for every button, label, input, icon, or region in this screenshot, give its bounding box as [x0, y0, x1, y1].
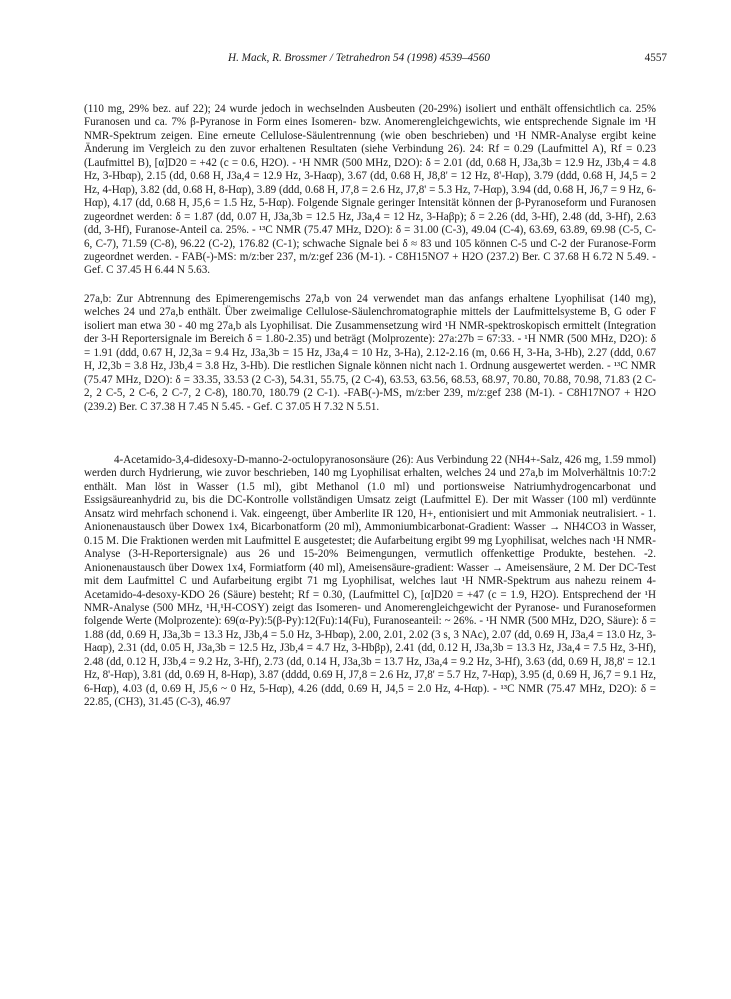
paragraph-compound-26: 4-Acetamido-3,4-didesoxy-D-manno-2-octulopyranosonsäure (26): Aus Verbindung 22 (NH4+-Salz, 426 mg, 1.59 mmol) werden durch Hydrierung, wie zuvor beschrieben, 140 mg Lyophilisat erhalten, welches 24 und 27a,b im Molverhältnis 10:7:2 enthält. Man löst in Wasser (1.5 ml), gibt Methanol (1.0 ml) und portionsweise Natriumhydrogencarbonat und Essigsäureanhydrid zu, bis die DC-Kontrolle vollständigen Umsatz zeigt (Laufmittel E). Der mit Wasser (100 ml) verdünnte Ansatz wird mehrfach schonend i. Vak. eingeengt, über Amberlite IR 120, H+, entionisiert und mit Ammoniak neutralisiert. - 1. Anionenaustausch über Dowex 1x4, Bicarbonatform (20 ml), Ammoniumbicarbonat-Gradient: Wasser → NH4CO3 in Wasser, 0.15 M. Die Fraktionen werden mit Laufmittel E ausgetestet; die Aufarbeitung ergibt 99 mg Lyophilisat, welches nach ¹H NMR-Analyse (3-H-Reportersignale) aus 26 und 15-20% Beimengungen, vermutlich offenkettige Produkte, bestehen. -2. Anionenaustausch über Dowex 1x4, Formiatform (40 ml), Ameisensäure-gradient: Wasser → Ameisensäure, 2 M. Der DC-Test mit dem Laufmittel C und Aufarbeitung ergibt 71 mg Lyophilisat, welches laut ¹H NMR-Spektrum aus nahezu reinem 4-Acetamido-4-desoxy-KDO 26 (Säure) besteht; Rf = 0.30, (Laufmittel C), [α]D20 = +47 (c = 1.9, H2O). Entsprechend der ¹H NMR-Analyse (500 MHz, ¹H,¹H-COSY) zeigt das Isomeren- und Anomerengleichgewicht der Pyranose- und Furanoseformen folgende Werte (Molprozente): 69(α-Py):5(β-Py):12(Fu):14(Fu), Furanoseanteil: ~ 26%. - ¹H NMR (500 MHz, D2O, Säure): δ = 1.88 (dd, 0.69 H, J3a,3b = 13.3 Hz, J3b,4 = 5.0 Hz, 3-Hbαp), 2.00, 2.01, 2.02 (3 s, 3 NAc), 2.07 (dd, 0.69 H, J3a,4 = 13.0 Hz, 3-Haαp), 2.31 (dd, 0.05 H, J3a,3b = 12.5 Hz, J3b,4 = 4.7 Hz, 3-Hbβp), 2.41 (dd, 0.12 H, J3a,3b = 13.3 Hz, J3a,4 = 7.5 Hz, 3-Hf), 2.48 (dd, 0.12 H, J3b,4 = 9.2 Hz, 3-Hf), 2.73 (dd, 0.14 H, J3a,3b = 13.7 Hz, J3a,4 = 9.2 Hz, 3-Hf), 3.63 (dd, 0.69 H, J8,8' = 12.1 Hz, 8'-Hαp), 3.81 (dd, 0.69 H, 8-Hαp), 3.87 (dddd, 0.69 H, J7,8 = 2.6 Hz, J7,8' = 5.7 Hz, 7-Hαp), 3.95 (d, 0.69 H, J6,7 = 9.1 Hz, 6-Hαp), 4.03 (d, 0.69 H, J5,6 ~ 0 Hz, 5-Hαp), 4.26 (ddd, 0.69 H, J4,5 = 2.0 Hz, 4-Hαp). - ¹³C NMR (75.47 MHz, D2O): δ = 22.85, (CH3), 31.45 (C-3), 46.97 [84, 453, 656, 709]
paragraph-compound-27ab: 27a,b: Zur Abtrennung des Epimerengemischs 27a,b von 24 verwendet man das anfangs erhaltene Lyophilisat (140 mg), welches 24 und 27a,b enthält. Über zweimalige Cellulose-Säulenchromatographie mittels der Laufmittelsysteme B, G oder F isoliert man etwa 30 - 40 mg 27a,b als Lyophilisat. Die Zusammensetzung wird ¹H NMR-spektroskopisch ermittelt (Integration der 3-H Reportersignale im Bereich δ = 1.80-2.35) und beträgt (Molprozente): 27a:27b = 67:33. - ¹H NMR (500 MHz, D2O): δ = 1.91 (ddd, 0.67 H, J2,3a = 9.4 Hz, J3a,3b = 15 Hz, J3a,4 = 10 Hz, 3-Ha), 2.12-2.16 (m, 0.66 H, 3-Ha, 3-Hb), 2.27 (ddd, 0.67 H, J2,3b = 3.8 Hz, J3b,4 = 3.8 Hz, 3-Hb). Die restlichen Signale können nicht nach 1. Ordnung ausgewertet werden. - ¹³C NMR (75.47 MHz, D2O): δ = 33.35, 33.53 (2 C-3), 54.31, 55.75, (2 C-4), 63.53, 63.56, 68.53, 68.97, 70.80, 70.88, 70.98, 71.83 (2 C-2, 2 C-5, 2 C-6, 2 C-7, 2 C-8), 180.70, 180.79 (2 C-1). -FAB(-)-MS, m/z:ber 239, m/z:gef 238 (M-1). - C8H17NO7 + H2O (239.2) Ber. C 37.38 H 7.45 N 5.45. - Gef. C 37.05 H 7.32 N 5.51. [84, 292, 656, 413]
running-title: H. Mack, R. Brossmer / Tetrahedron 54 (1998) 4539–4560 [228, 52, 490, 64]
paragraph-compound-24-data: (110 mg, 29% bez. auf 22); 24 wurde jedoch in wechselnden Ausbeuten (20-29%) isoliert und enthält offensichtlich ca. 25% Furanosen und ca. 7% β-Pyranose in Form eines Isomeren- bzw. Anomerengleichgewichts, wie entsprechende Signale im ¹H NMR-Spektrum zeigen. Eine erneute Cellulose-Säulentrennung (wie oben beschrieben) und ¹H NMR-Analyse ergibt keine Änderung im Vergleich zu den zuvor erhaltenen Resultaten (siehe Verbindung 26). 24: Rf = 0.29 (Laufmittel A), Rf = 0.23 (Laufmittel B), [α]D20 = +42 (c = 0.6, H2O). - ¹H NMR (500 MHz, D2O): δ = 2.01 (dd, 0.68 H, J3a,3b = 12.9 Hz, J3b,4 = 4.8 Hz, 3-Hbαp), 2.15 (dd, 0.68 H, J3a,4 = 12.9 Hz, 3-Haαp), 3.67 (dd, 0.68 H, J8,8' = 12 Hz, 8'-Hαp), 3.79 (ddd, 0.68 H, J4,5 = 2 Hz, 4-Hαp), 3.82 (dd, 0.68 H, 8-Hαp), 3.89 (ddd, 0.68 H, J7,8 = 2.6 Hz, J7,8' = 5.3 Hz, 7-Hαp), 3.94 (dd, 0.68 H, J6,7 = 9 Hz, 6-Hαp), 4.17 (dd, 0.68 H, J5,6 = 1.5 Hz, 5-Hαp). Folgende Signale geringer Intensität können der β-Pyranoseform und Furanosen zugeordnet werden: δ = 1.87 (dd, 0.07 H, J3a,3b = 12.5 Hz, J3a,4 = 12 Hz, 3-Haβp); δ = 2.26 (dd, 3-Hf), 2.48 (dd, 3-Hf), 2.63 (dd, 3-Hf), Furanose-Anteil ca. 25%. - ¹³C NMR (75.47 MHz, D2O): δ = 31.00 (C-3), 49.04 (C-4), 63.69, 63.89, 69.98 (C-5, C-6, C-7), 71.59 (C-8), 96.22 (C-2), 176.82 (C-1); schwache Signale bei δ ≈ 83 und 105 können C-5 und C-2 der Furanose-Form zugeordnet werden. - FAB(-)-MS: m/z:ber 237, m/z:gef 236 (M-1). - C8H15NO7 + H2O (237.2) Ber. C 37.68 H 6.72 N 5.49. - Gef. C 37.45 H 6.44 N 5.63. [84, 103, 656, 277]
running-head [0, 52, 731, 68]
body-text [84, 103, 656, 710]
page-number: 4557 [644, 52, 667, 64]
